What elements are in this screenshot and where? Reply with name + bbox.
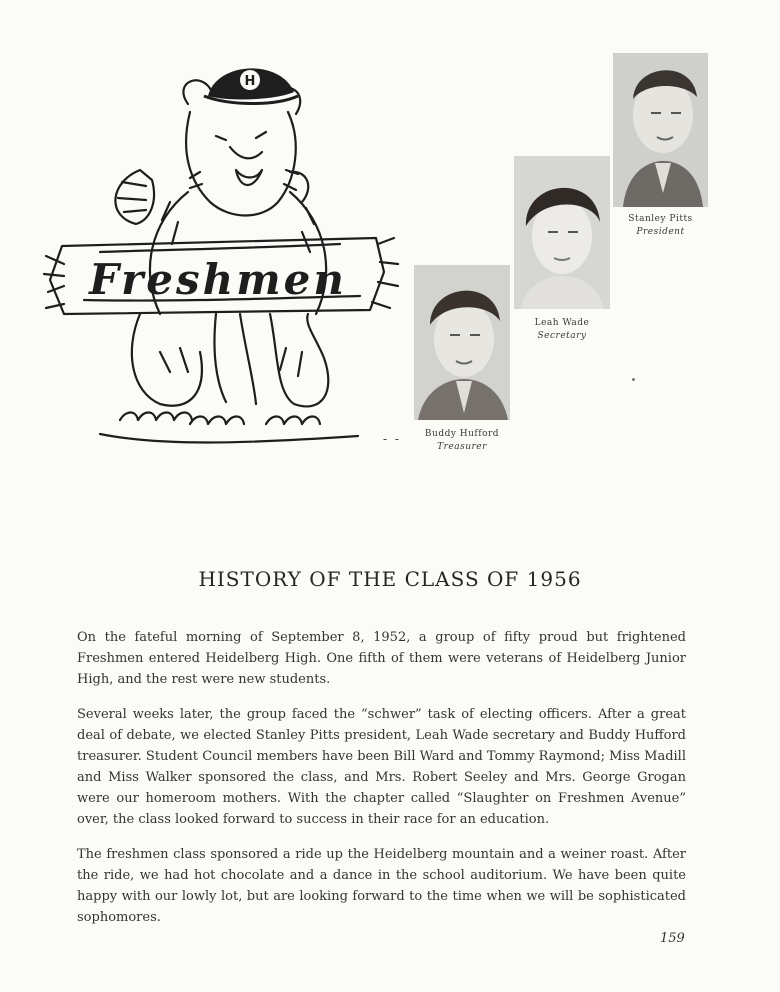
- officer-photo-secretary: [514, 156, 610, 309]
- cap-letter: H: [244, 74, 256, 89]
- officer-name: Buddy Hufford: [424, 429, 500, 439]
- page-number: 159: [660, 931, 685, 946]
- history-paragraph: The freshmen class sponsored a ride up the Heidelberg mountain and a weiner roast. After the ride, we had hot chocolate and a dance in the school auditorium. We have been quite happy with our lowly lot, but are looking forward to the time when we will be sophisticated sophomores.: [77, 847, 686, 925]
- bear-mascot-icon: [40, 52, 400, 452]
- officer-name: Leah Wade: [534, 318, 590, 328]
- portrait-icon: [514, 156, 610, 309]
- officer-caption-treasurer: [414, 428, 510, 454]
- officer-role: President: [636, 227, 685, 237]
- officer-photo-president: [613, 53, 708, 207]
- print-speck: [632, 378, 635, 381]
- history-paragraph: Several weeks later, the group faced the “schwer” task of electing officers. After a great deal of debate, we elected Stanley Pitts president, Leah Wade secretary and Buddy Hufford treasurer. Student Council members have been Bill Ward and Tommy Raymond; Miss Madill and Miss Walker sponsored the class, and Mrs. Robert Seeley and Mrs. George Grogan were our homeroom mothers. With the chapter called “Slaughter on Freshmen Avenue” over, the class looked forward to success in their race for an education.: [77, 707, 686, 827]
- portrait-icon: [414, 265, 510, 420]
- officer-caption-secretary: [514, 317, 610, 343]
- page-headline: HISTORY OF THE CLASS OF 1956: [198, 567, 582, 591]
- banner-title: Freshmen: [89, 255, 347, 304]
- portrait-icon: [613, 53, 708, 207]
- decorative-dash: - -: [383, 432, 401, 446]
- officer-role: Treasurer: [437, 442, 487, 452]
- history-paragraph: On the fateful morning of September 8, 1952, a group of fifty proud but frightened Freshmen entered Heidelberg High. One fifth of them were veterans of Heidelberg Junior High, and the rest were new students.: [77, 630, 686, 687]
- freshmen-mascot-illustration: [40, 52, 400, 452]
- officer-role: Secretary: [537, 331, 587, 341]
- officer-name: Stanley Pitts: [628, 214, 693, 224]
- officer-photo-treasurer: [414, 265, 510, 420]
- officer-caption-president: [613, 213, 708, 239]
- class-history-text: [77, 627, 686, 942]
